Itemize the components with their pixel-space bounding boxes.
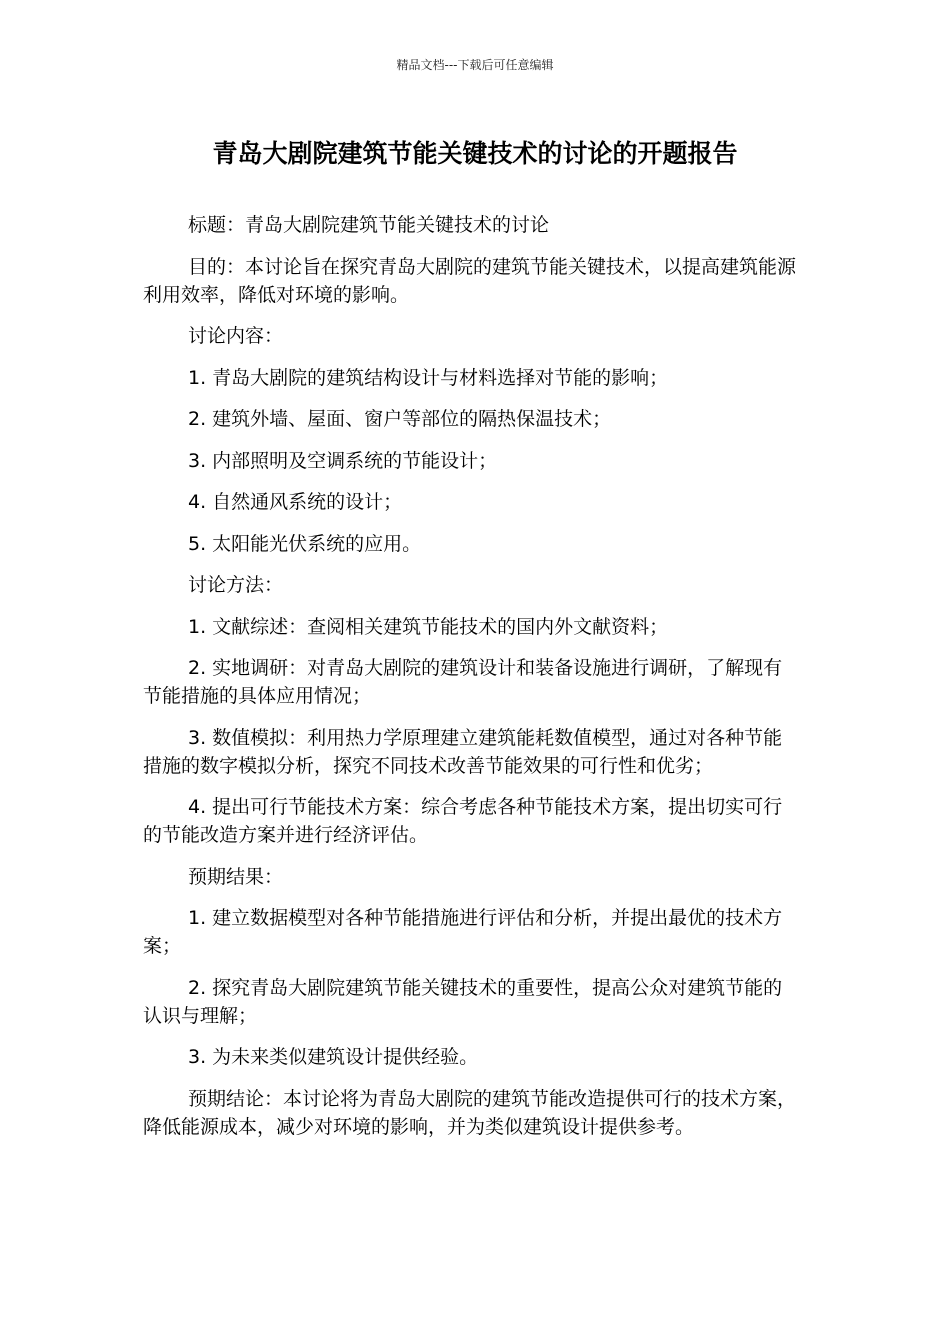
content-item-3: 3. 内部照明及空调系统的节能设计；: [188, 449, 498, 472]
method-item-3: 3. 数值模拟：利用热力学原理建立建筑能耗数值模型，通过对各种节能措施的数字模拟分析，探究不同技术改善节能效果的可行性和优劣；: [143, 726, 783, 777]
section-heading-content: 讨论内容：: [188, 325, 284, 347]
method-item-2: 2. 实地调研：对青岛大剧院的建筑设计和装备设施进行调研，了解现有节能措施的具体应用情况；: [143, 657, 783, 707]
paragraph-subject: 标题：青岛大剧院建筑节能关键技术的讨论: [188, 214, 550, 236]
content-item-1: 1. 青岛大剧院的建筑结构设计与材料选择对节能的影响；: [188, 366, 669, 389]
result-item-1: 1. 建立数据模型对各种节能措施进行评估和分析，并提出最优的技术方案；: [143, 907, 783, 957]
document-title: 青岛大剧院建筑节能关键技术的讨论的开题报告: [212, 139, 738, 168]
result-item-2: 2. 探究青岛大剧院建筑节能关键技术的重要性，提高公众对建筑节能的认识与理解；: [143, 976, 783, 1027]
paragraph-purpose: 目的：本讨论旨在探究青岛大剧院的建筑节能关键技术，以提高建筑能源利用效率，降低对环境的影响。: [143, 255, 797, 306]
method-item-4: 4. 提出可行节能技术方案：综合考虑各种节能技术方案，提出切实可行的节能改造方案并进行经济评估。: [143, 796, 783, 846]
document-body: [143, 211, 799, 1154]
content-item-2: 2. 建筑外墙、屋面、窗户等部位的隔热保温技术；: [188, 408, 612, 430]
section-heading-expected-results: 预期结果：: [188, 865, 284, 888]
header-note: 精品文档---下载后可任意编辑: [396, 58, 554, 72]
method-item-1: 1. 文献综述：查阅相关建筑节能技术的国内外文献资料；: [188, 615, 669, 638]
section-heading-methods: 讨论方法：: [188, 574, 284, 596]
content-item-5: 5. 太阳能光伏系统的应用。: [188, 532, 422, 555]
result-item-3: 3. 为未来类似建筑设计提供经验。: [188, 1046, 479, 1068]
paragraph-expected-conclusion: 预期结论：本讨论将为青岛大剧院的建筑节能改造提供可行的技术方案，降低能源成本，减少对环境的影响，并为类似建筑设计提供参考。: [143, 1087, 797, 1138]
content-item-4: 4. 自然通风系统的设计；: [188, 491, 403, 513]
